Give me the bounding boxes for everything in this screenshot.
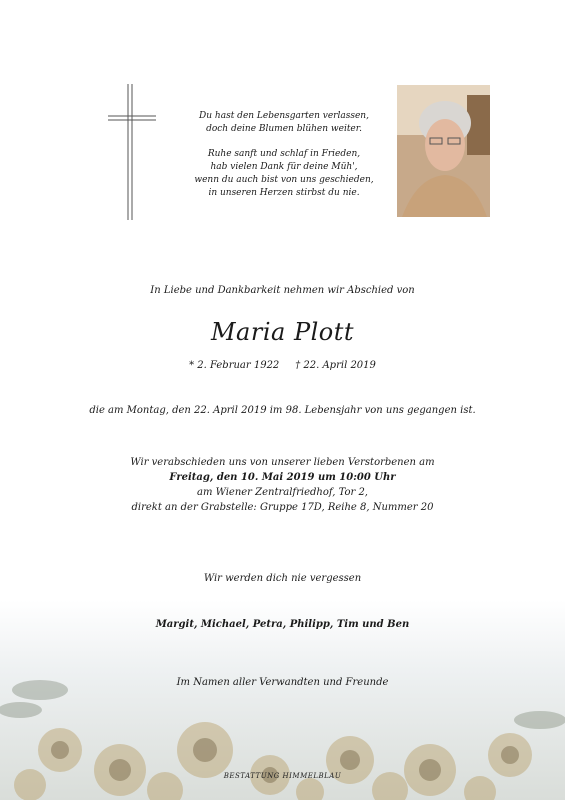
deceased-name: Maria Plott [210, 318, 355, 346]
portrait-photo [397, 85, 490, 217]
relatives-text: Im Namen aller Verwandten und Freunde [176, 677, 389, 688]
birth-date: * 2. Februar 1922 [189, 360, 280, 371]
life-dates [0, 360, 565, 371]
death-date: † 22. April 2019 [295, 360, 376, 371]
poem-stanza-2: Ruhe sanft und schlaf in Frieden, hab vielen Dank für deine Müh', wenn du auch bist von uns geschieden, in unseren Herzen stirbst du nie. [194, 149, 374, 198]
funeral-date: Freitag, den 10. Mai 2019 um 10:00 Uhr [169, 472, 396, 483]
funeral-details: Wir verabschieden uns von unserer lieben Verstorbenen am Freitag, den 10. Mai 2019 um 10:00 Uhr am Wiener Zentralfriedhof, Tor 2, direkt an der Grabstelle: Gruppe 17D, Reihe 8, Nummer 20 [130, 457, 435, 513]
poem [178, 110, 390, 212]
poem-stanza-1: Du hast den Lebensgarten verlassen, doch deine Blumen blühen weiter. [199, 111, 369, 134]
intro-text: In Liebe und Dankbarkeit nehmen wir Abschied von [150, 285, 415, 296]
never-forget-text: Wir werden dich nie vergessen [203, 573, 362, 584]
cross-icon [108, 84, 156, 220]
funeral-home-name: BESTATTUNG HIMMELBLAU [223, 772, 342, 780]
family-names: Margit, Michael, Petra, Philipp, Tim und Ben [155, 619, 410, 630]
sunflower-field-background [0, 600, 565, 800]
death-statement: die am Montag, den 22. April 2019 im 98. Lebensjahr von uns gegangen ist. [89, 405, 476, 416]
